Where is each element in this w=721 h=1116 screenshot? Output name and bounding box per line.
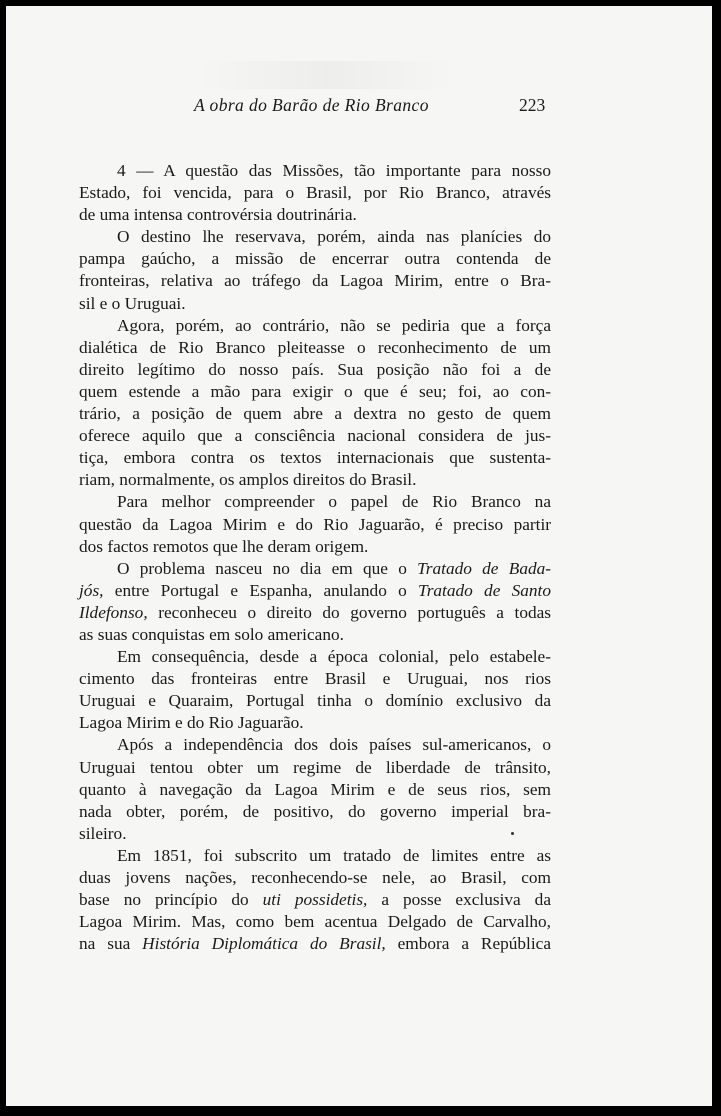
text-line: O problema nasceu no dia em que o Tratado de Bada- — [117, 558, 551, 578]
text-line: Em consequência, desde a época colonial, pelo estabele- — [117, 647, 551, 667]
text-line: na sua História Diplomática do Brasil, embora a República — [79, 934, 551, 954]
italic-phrase: História Diplomática do Brasil, — [142, 934, 386, 954]
text-line: sil e o Uruguai. — [79, 293, 186, 313]
italic-phrase: Tratado de Bada- — [417, 558, 551, 578]
text-line: pampa gaúcho, a missão de encerrar outra contenda de — [79, 249, 551, 269]
text-line: Após a independência dos dois países sul-americanos, o — [117, 735, 551, 755]
running-head-title: A obra do Barão de Rio Branco — [194, 95, 429, 115]
text-line: sileiro. — [79, 823, 127, 843]
text-line: Agora, porém, ao contrário, não se pediria que a força — [117, 315, 551, 335]
text-line: base no princípio do uti possidetis, a posse exclusiva da — [79, 890, 551, 910]
text-line: tiça, embora contra os textos internacionais que sustenta- — [79, 448, 551, 468]
text-line: quem estende a mão para exigir o que é seu; foi, ao con- — [79, 381, 551, 401]
text-line: dos factos remotos que lhe deram origem. — [79, 536, 369, 556]
text-line: Uruguai tentou obter um regime de liberdade de trânsito, — [79, 757, 551, 777]
text-line: dialética de Rio Branco pleiteasse o reconhecimento de um — [79, 337, 551, 357]
text-line: Ildefonso, reconheceu o direito do governo português a todas — [79, 602, 551, 622]
text-line: Para melhor compreender o papel de Rio Branco na — [117, 492, 551, 512]
book-page — [6, 6, 712, 1106]
text-line: Em 1851, foi subscrito um tratado de limites entre as — [117, 845, 551, 865]
text-line: riam, normalmente, os amplos direitos do Brasil. — [79, 470, 417, 490]
italic-phrase: Tratado de Santo — [418, 580, 551, 600]
text-line: Lagoa Mirim. Mas, como bem acentua Delgado de Carvalho, — [79, 912, 551, 932]
text-line: trário, a posição de quem abre a dextra no gesto de quem — [79, 404, 551, 424]
text-line: fronteiras, relativa ao tráfego da Lagoa Mirim, entre o Bra- — [79, 271, 551, 291]
italic-phrase: Ildefonso, — [79, 602, 148, 622]
text-line: cimento das fronteiras entre Brasil e Uruguai, nos rios — [79, 669, 551, 689]
text-line: oferece aquilo que a consciência nacional considera de jus- — [79, 426, 551, 446]
text-line: nada obter, porém, de positivo, do governo imperial bra- — [79, 801, 551, 821]
body-text — [79, 160, 551, 955]
text-line: direito legítimo do nosso país. Sua posição não foi a de — [79, 359, 551, 379]
italic-phrase: jós, — [79, 580, 104, 600]
text-line: as suas conquistas em solo americano. — [79, 624, 344, 644]
text-line: O destino lhe reservava, porém, ainda nas planícies do — [117, 227, 551, 247]
text-line: questão da Lagoa Mirim e do Rio Jaguarão, é preciso partir — [79, 514, 551, 534]
text-line: quanto à navegação da Lagoa Mirim e de seus rios, sem — [79, 779, 551, 799]
print-speck — [511, 832, 514, 835]
text-line: 4 — A questão das Missões, tão importante para nosso — [117, 161, 551, 180]
show-through-shadow — [196, 61, 456, 89]
text-line: Lagoa Mirim e do Rio Jaguarão. — [79, 713, 304, 733]
text-line: de uma intensa controvérsia doutrinária. — [79, 205, 357, 225]
text-line: Estado, foi vencida, para o Brasil, por Rio Branco, através — [79, 183, 551, 203]
page-number: 223 — [519, 95, 546, 115]
text-line: Uruguai e Quaraim, Portugal tinha o domínio exclusivo da — [79, 691, 551, 711]
italic-phrase: uti possidetis, — [262, 890, 368, 910]
text-line: jós, entre Portugal e Espanha, anulando o Tratado de Santo — [79, 580, 551, 600]
text-line: duas jovens nações, reconhecendo-se nele, ao Brasil, com — [79, 868, 551, 887]
